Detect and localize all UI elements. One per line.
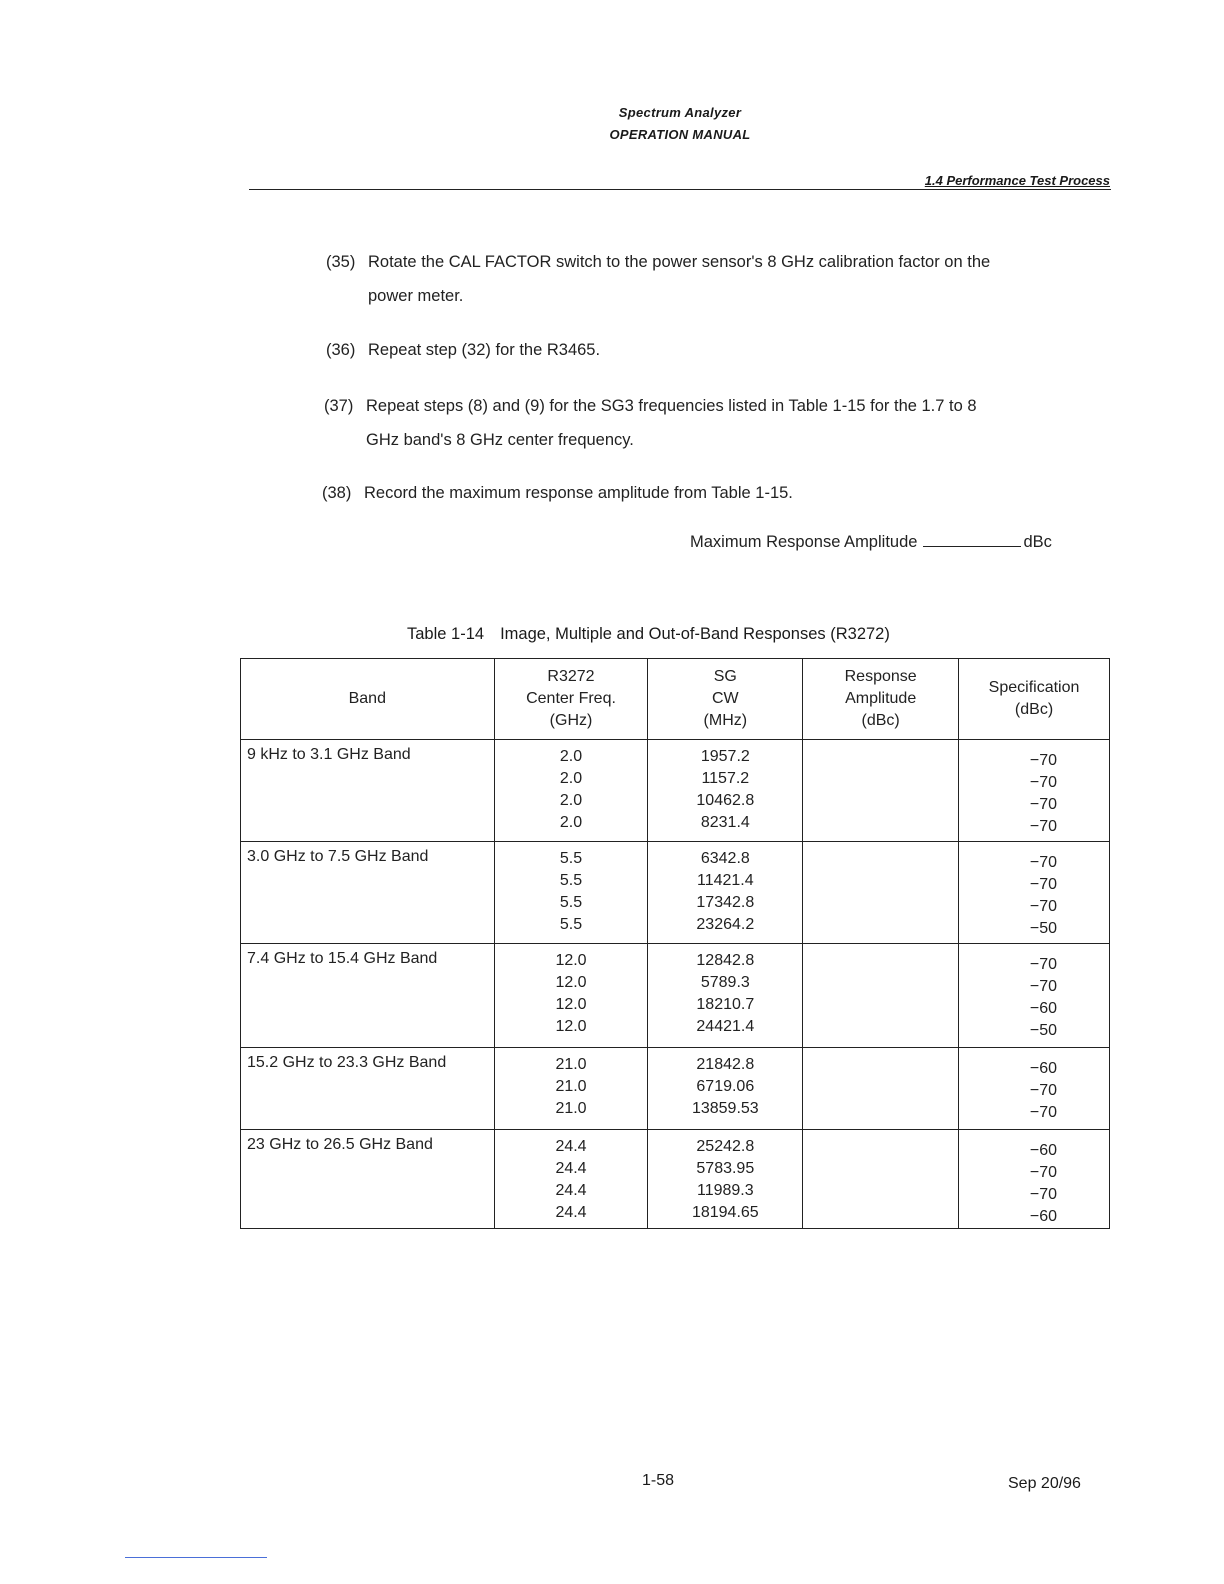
specification-cell-value: −70 <box>1029 818 1057 835</box>
step-text-continued: power meter. <box>368 287 464 305</box>
specification-cell-value: −70 <box>1029 1186 1057 1203</box>
sg-cw-cell-value: 5783.95 <box>696 1160 755 1177</box>
center-freq-cell-value: 21.0 <box>555 1100 587 1117</box>
header-band: Band <box>241 659 495 740</box>
specification-cell-value: −60 <box>1029 1208 1057 1225</box>
center-freq-cell-value: 2.0 <box>559 748 583 765</box>
sg-cw-cell-value: 17342.8 <box>696 894 755 911</box>
result-blank-field[interactable] <box>923 530 1021 547</box>
page-number: 1-58 <box>642 1472 675 1489</box>
center-freq-cell <box>494 1130 648 1229</box>
step-36 <box>326 333 600 367</box>
sg-cw-cell-value: 10462.8 <box>696 792 755 809</box>
response-amplitude-cell[interactable] <box>803 1130 959 1229</box>
scan-edge-line <box>125 1557 267 1558</box>
center-freq-cell-value: 5.5 <box>559 850 583 867</box>
specification-cell-value: −70 <box>1029 854 1057 871</box>
document-subtitle: OPERATION MANUAL <box>609 127 751 142</box>
sg-cw-cell-value: 18210.7 <box>696 996 755 1013</box>
result-unit: dBc <box>1023 533 1052 551</box>
table-row <box>241 944 1110 1048</box>
sg-cw-cell-value: 1957.2 <box>700 748 750 765</box>
sg-cw-cell <box>648 842 803 944</box>
specification-cell-value: −70 <box>1029 978 1057 995</box>
table-caption <box>407 625 890 644</box>
sg-cw-cell-value: 18194.65 <box>691 1204 759 1221</box>
specification-cell-value: −70 <box>1029 898 1057 915</box>
specification-cell-value: −70 <box>1029 956 1057 973</box>
max-response-amplitude-line <box>690 530 1052 552</box>
step-37 <box>324 389 977 457</box>
specification-cell-value: −70 <box>1029 1082 1057 1099</box>
table-row <box>241 1048 1110 1130</box>
table-title: Image, Multiple and Out-of-Band Responses (R3272) <box>500 625 890 643</box>
center-freq-cell-value: 12.0 <box>555 952 587 969</box>
document-title: Spectrum Analyzer <box>618 105 742 120</box>
table-row <box>241 1130 1110 1229</box>
specification-cell-value: −70 <box>1029 796 1057 813</box>
step-number: (36) <box>326 341 356 359</box>
header-sg-cw: SG CW (MHz) <box>648 659 803 740</box>
response-amplitude-cell[interactable] <box>803 1048 959 1130</box>
table-row <box>241 842 1110 944</box>
center-freq-cell-value: 2.0 <box>559 770 583 787</box>
specification-cell <box>959 740 1110 842</box>
specification-cell-value: −70 <box>1029 876 1057 893</box>
sg-cw-cell-value: 11989.3 <box>696 1182 754 1199</box>
step-text: Rotate the CAL FACTOR switch to the power sensor's 8 GHz calibration factor on the <box>368 253 991 271</box>
response-amplitude-cell[interactable] <box>803 944 959 1048</box>
center-freq-cell-value: 24.4 <box>555 1204 587 1221</box>
center-freq-cell-value: 24.4 <box>555 1160 587 1177</box>
step-number: (37) <box>324 397 354 415</box>
sg-cw-cell-value: 12842.8 <box>696 952 755 969</box>
band-cell: 15.2 GHz to 23.3 GHz Band <box>241 1048 495 1130</box>
specification-cell-value: −70 <box>1029 774 1057 791</box>
center-freq-cell-value: 12.0 <box>555 996 587 1013</box>
step-text-continued: GHz band's 8 GHz center frequency. <box>366 431 634 449</box>
band-cell: 7.4 GHz to 15.4 GHz Band <box>241 944 495 1048</box>
specification-cell-value: −70 <box>1029 1164 1057 1181</box>
step-number: (38) <box>322 484 352 502</box>
specification-cell-value: −60 <box>1029 1142 1057 1159</box>
step-text: Repeat step (32) for the R3465. <box>368 341 601 359</box>
revision-date: Sep 20/96 <box>1008 1475 1081 1492</box>
band-cell: 23 GHz to 26.5 GHz Band <box>241 1130 495 1229</box>
center-freq-cell-value: 12.0 <box>555 1018 587 1035</box>
sg-cw-cell-value: 25242.8 <box>696 1138 755 1155</box>
sg-cw-cell-value: 8231.4 <box>700 814 750 831</box>
table-number: Table 1-14 <box>407 625 485 643</box>
response-amplitude-cell[interactable] <box>803 842 959 944</box>
specification-cell <box>959 1130 1110 1229</box>
center-freq-cell <box>494 1048 648 1130</box>
sg-cw-cell <box>648 740 803 842</box>
specification-cell-value: −70 <box>1029 1104 1057 1121</box>
center-freq-cell-value: 5.5 <box>559 916 583 933</box>
specification-cell-value: −70 <box>1029 752 1057 769</box>
center-freq-cell-value: 21.0 <box>555 1078 587 1095</box>
band-cell: 9 kHz to 3.1 GHz Band <box>241 740 495 842</box>
step-number: (35) <box>326 253 356 271</box>
section-reference: 1.4 Performance Test Process <box>924 173 1110 188</box>
sg-cw-cell-value: 6719.06 <box>696 1078 755 1095</box>
table-row <box>241 740 1110 842</box>
center-freq-cell-value: 5.5 <box>559 894 583 911</box>
sg-cw-cell-value: 5789.3 <box>700 974 750 991</box>
responses-table <box>240 658 1110 1229</box>
sg-cw-cell <box>648 1130 803 1229</box>
table-header-row <box>241 659 1110 740</box>
sg-cw-cell-value: 24421.4 <box>696 1018 755 1035</box>
sg-cw-cell-value: 13859.53 <box>691 1100 759 1117</box>
center-freq-cell <box>494 740 648 842</box>
center-freq-cell <box>494 842 648 944</box>
center-freq-cell-value: 2.0 <box>559 792 583 809</box>
band-cell: 3.0 GHz to 7.5 GHz Band <box>241 842 495 944</box>
center-freq-cell-value: 12.0 <box>555 974 587 991</box>
specification-cell-value: −50 <box>1029 1022 1057 1039</box>
specification-cell-value: −50 <box>1029 920 1057 937</box>
sg-cw-cell <box>648 944 803 1048</box>
header-center-freq: R3272 Center Freq. (GHz) <box>494 659 648 740</box>
center-freq-cell-value: 24.4 <box>555 1138 587 1155</box>
step-text: Repeat steps (8) and (9) for the SG3 frequencies listed in Table 1-15 for the 1.7 to 8 <box>366 397 977 415</box>
sg-cw-cell-value: 11421.4 <box>696 872 754 889</box>
sg-cw-cell-value: 21842.8 <box>696 1056 755 1073</box>
step-35 <box>326 245 990 313</box>
sg-cw-cell-value: 6342.8 <box>700 850 750 867</box>
center-freq-cell-value: 24.4 <box>555 1182 587 1199</box>
specification-cell <box>959 944 1110 1048</box>
sg-cw-cell-value: 23264.2 <box>696 916 755 933</box>
specification-cell <box>959 1048 1110 1130</box>
specification-cell-value: −60 <box>1029 1060 1057 1077</box>
center-freq-cell-value: 2.0 <box>559 814 583 831</box>
sg-cw-cell-value: 1157.2 <box>701 770 750 787</box>
center-freq-cell <box>494 944 648 1048</box>
result-label: Maximum Response Amplitude <box>690 533 918 551</box>
specification-cell <box>959 842 1110 944</box>
step-38 <box>322 476 793 510</box>
center-freq-cell-value: 21.0 <box>555 1056 587 1073</box>
header-response-amplitude: Response Amplitude (dBc) <box>803 659 959 740</box>
header-specification: Specification (dBc) <box>959 659 1110 740</box>
center-freq-cell-value: 5.5 <box>559 872 583 889</box>
response-amplitude-cell[interactable] <box>803 740 959 842</box>
sg-cw-cell <box>648 1048 803 1130</box>
step-text: Record the maximum response amplitude from Table 1-15. <box>364 484 793 502</box>
header-rule <box>249 189 1111 190</box>
specification-cell-value: −60 <box>1029 1000 1057 1017</box>
